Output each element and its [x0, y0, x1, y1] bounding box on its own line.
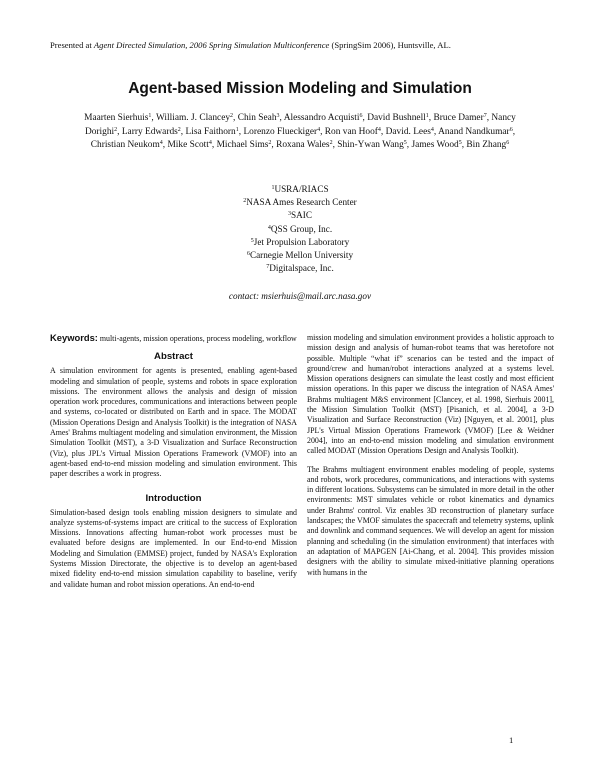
author-affiliation-mark: 2	[177, 126, 181, 133]
author-name: David Bushnell	[367, 113, 426, 123]
author-name: Christian Neukom	[90, 140, 160, 150]
author-name: Alessandro Acquisti	[283, 113, 360, 123]
page-number: 1	[509, 735, 514, 745]
keywords	[50, 333, 297, 344]
affiliation-name: SAIC	[291, 210, 312, 221]
conference-note-prefix: Presented at	[50, 40, 94, 50]
right-paragraph-2: The Brahms multiagent environment enables modeling of people, systems and robots, work procedures, communications, and interactions with systems in different locations. Subsystems can be simulated in more detail in the other environments: MST simulates vehicle or robot kinematics and dynamics under Brahms' control. Viz enables 3D reconstruction of planetary surface landscapes; the VMOF simulates the spacecraft and telemetry systems, uplink and downlink and command sequences. We will develop an agent for mission planning and scheduling (in the simulation environment) that interfaces with an adaptation of MAPGEN [Ai-Chang, et al. 2004]. This provides mission designers with the ability to simulate mixed-initiative planning operations with humans in the	[307, 464, 554, 577]
author-name: Lorenzo Flueckiger	[243, 126, 318, 137]
introduction-heading: Introduction	[145, 492, 202, 504]
author-name: William. J. Clancey	[155, 113, 231, 123]
affiliation-name: QSS Group, Inc.	[270, 223, 333, 234]
author	[466, 140, 509, 150]
author-name: Shin-Ywan Wang	[337, 140, 404, 150]
author-name: Roxana Wales	[276, 140, 330, 150]
author-affiliation-mark: 4	[317, 126, 321, 133]
author	[386, 127, 434, 137]
affiliation-mark: 1	[271, 185, 275, 191]
affiliation-name: USRA/RIACS	[274, 184, 329, 194]
affiliation-mark: 5	[250, 237, 254, 244]
author-name: Maarten Sierhuis	[84, 113, 149, 123]
author-name: Mike Scott	[167, 140, 209, 150]
author-affiliation-mark: 5	[458, 140, 462, 146]
author-affiliation-mark: 7	[483, 113, 487, 119]
author	[411, 140, 461, 150]
conference-note-suffix: (SpringSim 2006), Huntsville, AL.	[329, 40, 451, 50]
author	[91, 140, 163, 150]
left-column	[50, 333, 297, 590]
abstract-text: A simulation environment for agents is presented, enabling agent-based modeling and simulation of people, systems and robots in space exploration missions. The environment allows the analysis and design of mission operation work procedures, communications and interactions between people and systems, co-located or distributed on Earth and in space. The MODAT (Mission Operations Design and Analysis Toolkit) is the integration of NASA Ames' Brahms multiagent modeling and simulation environment, the Mission Simulation Toolkit (MST), a 3-D Visualization and Surface Reconstruction (Viz), plus JPL's Virtual Mission Operations Framework (VMOF) into an agent-based end-to-end mission modeling and simulation environment. This paper describes a work in progress.	[50, 366, 297, 479]
contact-email: contact: msierhuis@mail.arc.nasa.gov	[228, 291, 372, 301]
author	[337, 140, 407, 150]
introduction-text: Simulation-based design tools enabling mission designers to simulate and analyze systems-of-systems impact are critical to the success of Exploration Missions. Innovations affecting human-robot work processes must be evaluated before designs are implemented. In our End-to-end Mission Modeling and Simulation (EMMSE) project, funded by NASA's Exploration Systems Mission Directorate, the objective is to develop an agent-based mixed fidelity end-to-end mission simulation capability to baseline, verify and validate human and robot mission operations. An end-to-end	[50, 507, 297, 589]
keywords-label: Keywords:	[50, 332, 98, 343]
affiliation-list	[150, 183, 450, 275]
author-list: Maarten Sierhuis$^1$, William. J. Clancey$^2$, Chin Seah$^3$, Alessandro Acquisti$^6$, David Bushnell$^1$, Bruce Damer$^7$, Nancy Dorighi$^2$, Larry Edwards$^2$, Lisa Faithorn$^1$, Lorenzo Flueckiger$^4$, Ron van Hoof$^4$, David. Lees$^4$, Anand Nandkumar$^6$, Christian Neukom$^4$, Mike Scott$^4$, Michael Sims$^2$, Roxana Wales$^2$, Shin-Ywan Wang$^5$, James Wood$^5$, Bin Zhang$^6$	[84, 113, 516, 150]
author-affiliation-mark: 1	[425, 113, 429, 119]
author	[156, 113, 233, 123]
affiliation-mark: 2	[243, 198, 247, 205]
affiliation-mark: 7	[266, 264, 270, 271]
keywords-text: multi-agents, mission operations, process modeling, workflow	[97, 334, 297, 343]
author	[167, 140, 211, 150]
author-name: Bruce Damer	[433, 113, 484, 123]
affiliation	[150, 262, 450, 275]
author-affiliation-mark: 2	[230, 113, 234, 119]
abstract-heading: Abstract	[154, 351, 193, 363]
author-name: Ron van Hoof	[324, 126, 378, 137]
author-name: Chin Seah	[237, 113, 277, 123]
right-column	[307, 333, 554, 578]
author-affiliation-mark: 3	[276, 113, 280, 119]
author-name: Nancy Dorighi	[84, 113, 516, 137]
author	[367, 113, 429, 123]
author	[122, 127, 181, 137]
author-affiliation-mark: 1	[148, 113, 152, 119]
conference-venue: Agent Directed Simulation, 2006 Spring Simulation Multiconference	[93, 40, 330, 50]
affiliation-name: NASA Ames Research Center	[246, 197, 357, 208]
affiliation	[150, 196, 450, 209]
author-affiliation-mark: 4	[208, 140, 212, 146]
author-name: Michael Sims	[216, 140, 269, 150]
author-name: Anand Nandkumar	[438, 126, 510, 137]
affiliation	[150, 249, 450, 262]
affiliation	[150, 236, 450, 249]
author-affiliation-mark: 1	[235, 126, 239, 133]
author-name: Larry Edwards	[121, 126, 178, 137]
affiliation	[150, 209, 450, 222]
affiliation	[150, 223, 450, 236]
author-affiliation-mark: 6	[509, 126, 513, 133]
author	[276, 140, 332, 150]
author-affiliation-mark: 6	[359, 113, 363, 119]
author-name: David. Lees	[385, 126, 431, 137]
right-paragraph-1: mission modeling and simulation environment provides a holistic approach to mission design and analysis of human-robot teams that was heretofore not possible. Multiple “what if” scenarios can be tested and the impact of ground/crew and human/robot interactions analyzed at a systems level. Mission operations designers can simulate the least costly and most efficient mission operations. In this paper we discuss the integration of NASA Ames' Brahms multiagent M&S environment [Clancey, et al. 1998, Sierhuis 2001], the Mission Simulation Toolkit (MST) [Pisanich, et al. 2004], a 3-D Visualization and Surface Reconstruction (Viz) [Nguyen, et al. 2001], plus JPL's Virtual Mission Operations Framework (VMOF) [Lee & Weidner 2004], into an end-to-end mission modeling and simulation environment called MODAT (Mission Operations Design and Analysis Toolkit).	[307, 333, 554, 456]
affiliation-mark: 3	[288, 211, 292, 218]
author	[185, 127, 238, 137]
author	[433, 113, 486, 123]
conference-note	[50, 40, 550, 51]
affiliation-name: Digitalspace, Inc.	[269, 263, 334, 274]
author-affiliation-mark: 2	[268, 140, 272, 146]
author-affiliation-mark: 2	[329, 140, 333, 146]
author	[438, 127, 513, 137]
author	[217, 140, 272, 150]
author-name: Bin Zhang	[466, 140, 507, 150]
paper-title: Agent-based Mission Modeling and Simulation	[128, 80, 472, 97]
author	[284, 113, 363, 123]
author	[238, 113, 280, 123]
affiliation	[150, 183, 450, 196]
affiliation-mark: 6	[246, 251, 250, 258]
author-name: James Wood	[411, 140, 459, 150]
author	[84, 113, 151, 123]
author-name: Lisa Faithorn	[185, 126, 236, 137]
author-affiliation-mark: 6	[506, 140, 510, 146]
author-affiliation-mark: 2	[114, 126, 118, 133]
author-affiliation-mark: 4	[430, 126, 434, 133]
affiliation-name: Carnegie Mellon University	[249, 250, 354, 261]
affiliation-name: Jet Propulsion Laboratory	[253, 236, 350, 247]
author-affiliation-mark: 4	[377, 126, 381, 133]
author-affiliation-mark: 4	[159, 140, 163, 146]
author-affiliation-mark: 5	[403, 140, 407, 146]
author	[243, 127, 320, 137]
affiliation-mark: 4	[267, 224, 271, 231]
author	[325, 127, 381, 137]
